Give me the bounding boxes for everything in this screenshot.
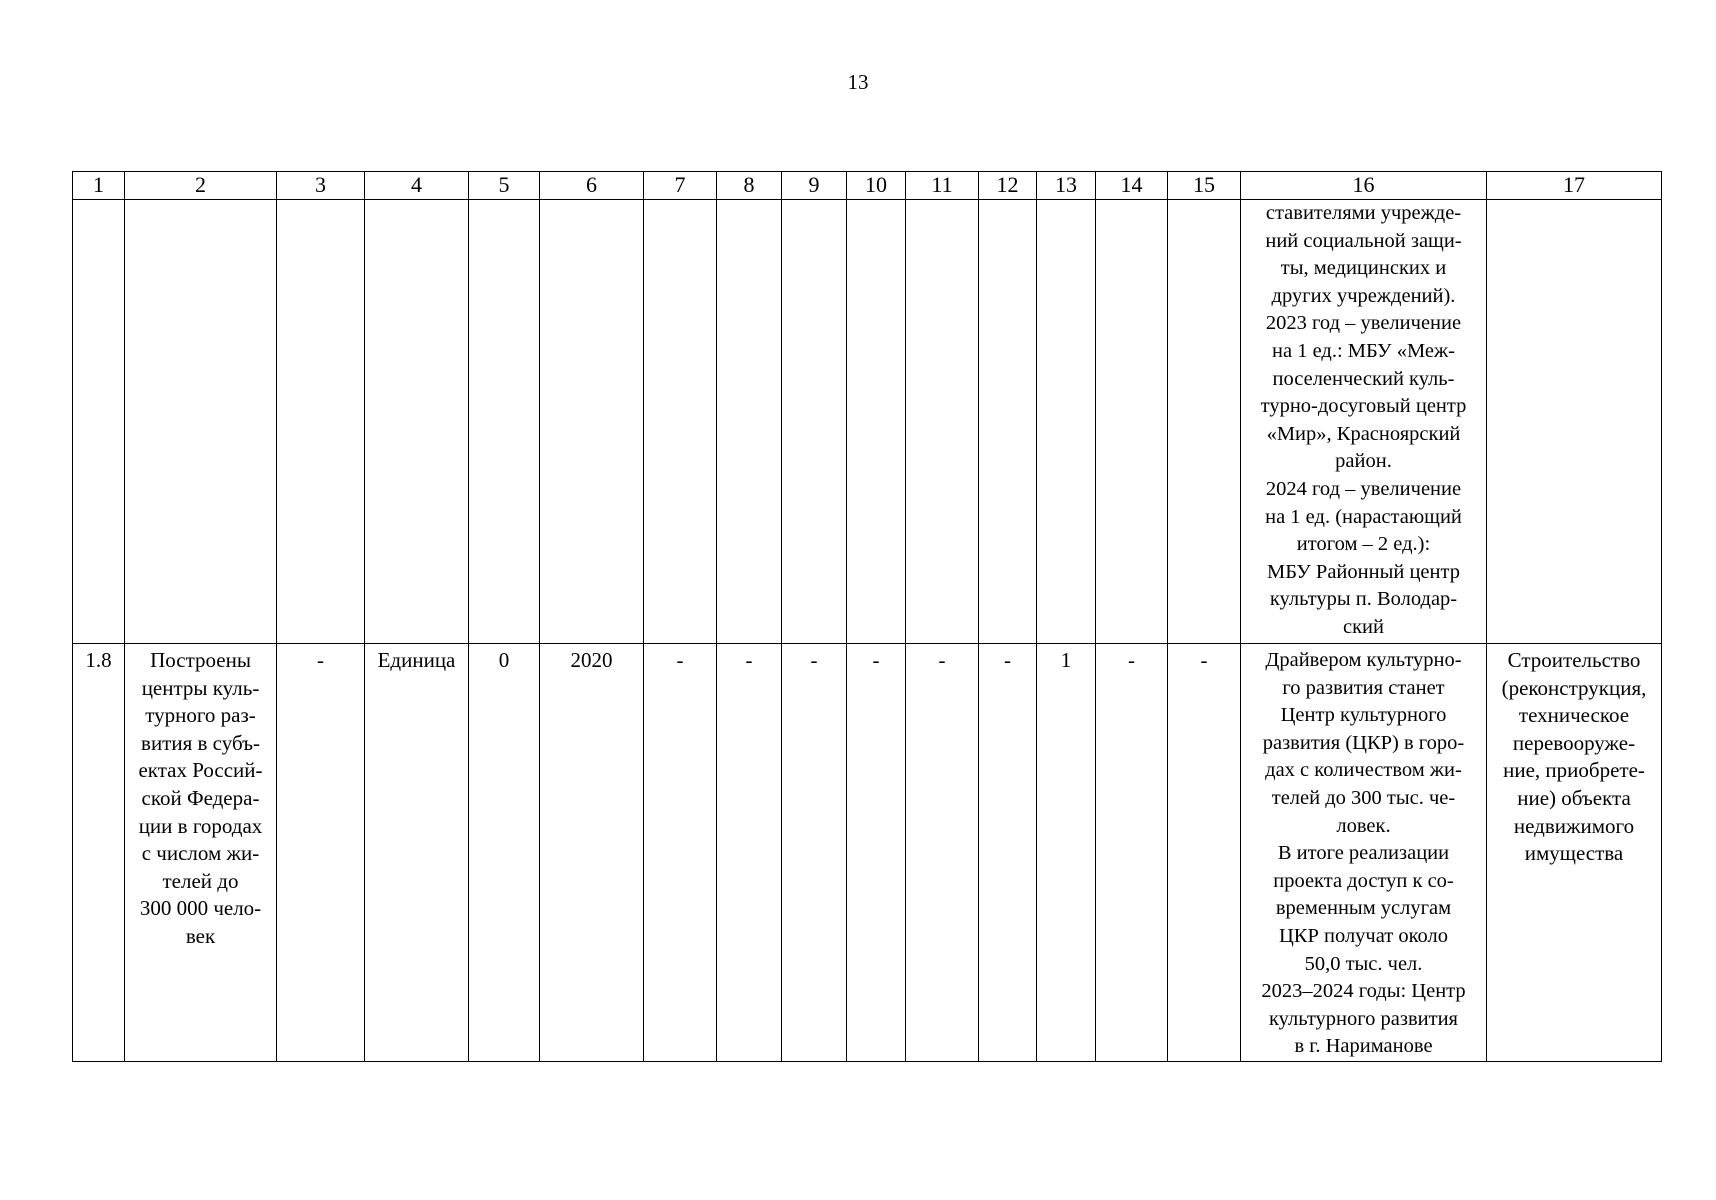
table-cell — [277, 200, 365, 644]
table-cell: - — [979, 644, 1037, 1062]
column-header: 5 — [469, 172, 540, 200]
item-number-cell: 1.8 — [73, 644, 125, 1062]
table-cell: - — [1096, 644, 1168, 1062]
table-cell — [365, 200, 469, 644]
description-cell: ставителями учрежде- ний социальной защи- ты, медицинских и других учреждений). 2023 год – увеличение на 1 ед.: МБУ «Меж- поселенческий куль- турно-досуговый центр «Мир», Красноярский район. 2024 год – увеличение на 1 ед. (нарастающий итогом – 2 ед.): МБУ Районный центр культуры п. Володар- ский — [1241, 200, 1487, 644]
table-cell — [847, 200, 906, 644]
indicators-table — [72, 171, 1662, 1062]
table-cell — [717, 200, 782, 644]
column-number-row — [73, 172, 1662, 200]
table-cell: - — [644, 644, 717, 1062]
column-header: 8 — [717, 172, 782, 200]
table-cell: - — [717, 644, 782, 1062]
column-header: 4 — [365, 172, 469, 200]
table-cell — [125, 200, 277, 644]
result-name-cell: Построены центры куль- турного раз- вития в субъ- ектах Россий- ской Федера- ции в городах с числом жи- телей до 300 000 чело- век — [125, 644, 277, 1062]
table-cell: 1 — [1037, 644, 1096, 1062]
column-header: 9 — [782, 172, 847, 200]
column-header: 10 — [847, 172, 906, 200]
table-cell — [782, 200, 847, 644]
table-cell — [644, 200, 717, 644]
table-cell — [540, 200, 644, 644]
table-cell: - — [782, 644, 847, 1062]
table-cell — [1487, 200, 1662, 644]
column-header: 3 — [277, 172, 365, 200]
column-header: 6 — [540, 172, 644, 200]
unit-cell: Единица — [365, 644, 469, 1062]
table-cell: - — [847, 644, 906, 1062]
column-header: 12 — [979, 172, 1037, 200]
table-row-continuation — [73, 200, 1662, 644]
table-cell: - — [906, 644, 979, 1062]
column-header: 7 — [644, 172, 717, 200]
column-header: 13 — [1037, 172, 1096, 200]
table-cell — [73, 200, 125, 644]
table-cell — [1168, 200, 1241, 644]
column-header: 11 — [906, 172, 979, 200]
page-number: 13 — [847, 70, 869, 94]
column-header: 17 — [1487, 172, 1662, 200]
table-row-1-8 — [73, 644, 1662, 1062]
column-header: 1 — [73, 172, 125, 200]
column-header: 16 — [1241, 172, 1487, 200]
column-header: 2 — [125, 172, 277, 200]
table-cell — [1096, 200, 1168, 644]
table-cell — [1037, 200, 1096, 644]
base-value-cell: 0 — [469, 644, 540, 1062]
table-cell: - — [1168, 644, 1241, 1062]
column-header: 14 — [1096, 172, 1168, 200]
table-cell — [906, 200, 979, 644]
description-cell: Драйвером культурно- го развития станет Центр культурного развития (ЦКР) в горо- дах с количеством жи- телей до 300 тыс. че- ловек. В итоге реализации проекта доступ к со- временным услугам ЦКР получат около 50,0 тыс. чел. 2023–2024 годы: Центр культурного развития в г. Нариманове — [1241, 644, 1487, 1062]
column-header: 15 — [1168, 172, 1241, 200]
base-year-cell: 2020 — [540, 644, 644, 1062]
result-type-cell: Строительство (реконструкция, техническое перевооруже- ние, приобрете- ние) объекта недвижимого имущества — [1487, 644, 1662, 1062]
table-cell — [979, 200, 1037, 644]
table-cell — [469, 200, 540, 644]
table-cell: - — [277, 644, 365, 1062]
